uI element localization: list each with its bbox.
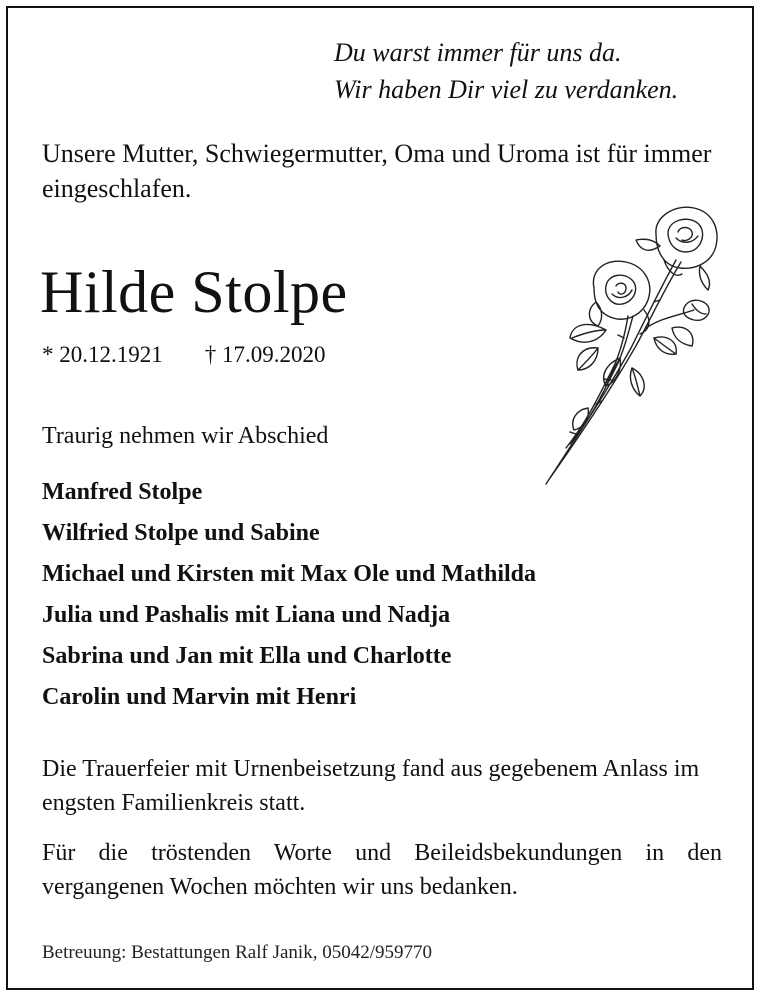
family-member: Sabrina und Jan mit Ella und Charlotte xyxy=(42,643,452,669)
funeral-home-credit: Betreuung: Bestattungen Ralf Janik, 05042/959770 xyxy=(42,942,432,963)
upper-rose xyxy=(636,207,717,290)
motto-line-1: Du warst immer für uns da. xyxy=(334,38,622,67)
family-member: Wilfried Stolpe und Sabine xyxy=(42,520,320,546)
lower-rose xyxy=(589,261,649,334)
family-member: Carolin und Marvin mit Henri xyxy=(42,684,357,710)
motto xyxy=(334,34,678,108)
intro-text: Unsere Mutter, Schwiegermutter, Oma und Uroma ist für immer eingeschlafen. xyxy=(42,139,712,203)
family-member: Julia und Pashalis mit Liana und Nadja xyxy=(42,602,451,628)
motto-line-2: Wir haben Dir viel zu verdanken. xyxy=(334,75,679,104)
service-note: Die Trauerfeier mit Urnenbeisetzung fand aus gegebenem Anlass im engsten Familienkreis statt. xyxy=(42,756,700,816)
family-member: Manfred Stolpe xyxy=(42,479,203,505)
rose-drawing-icon xyxy=(536,198,722,488)
birth-date: * 20.12.1921 xyxy=(42,342,163,367)
death-date: † 17.09.2020 xyxy=(204,342,326,367)
mourning-line: Traurig nehmen wir Abschied xyxy=(42,423,329,449)
family-list xyxy=(42,472,536,718)
deceased-name: Hilde Stolpe xyxy=(40,259,348,325)
family-member: Michael und Kirsten mit Max Ole und Mathilda xyxy=(42,561,537,587)
leaves xyxy=(570,324,693,430)
life-dates xyxy=(42,338,326,372)
thanks-note: Für die tröstenden Worte und Beileidsbekundungen in den vergangenen Wochen möchten wir uns bedanken. xyxy=(42,840,722,900)
